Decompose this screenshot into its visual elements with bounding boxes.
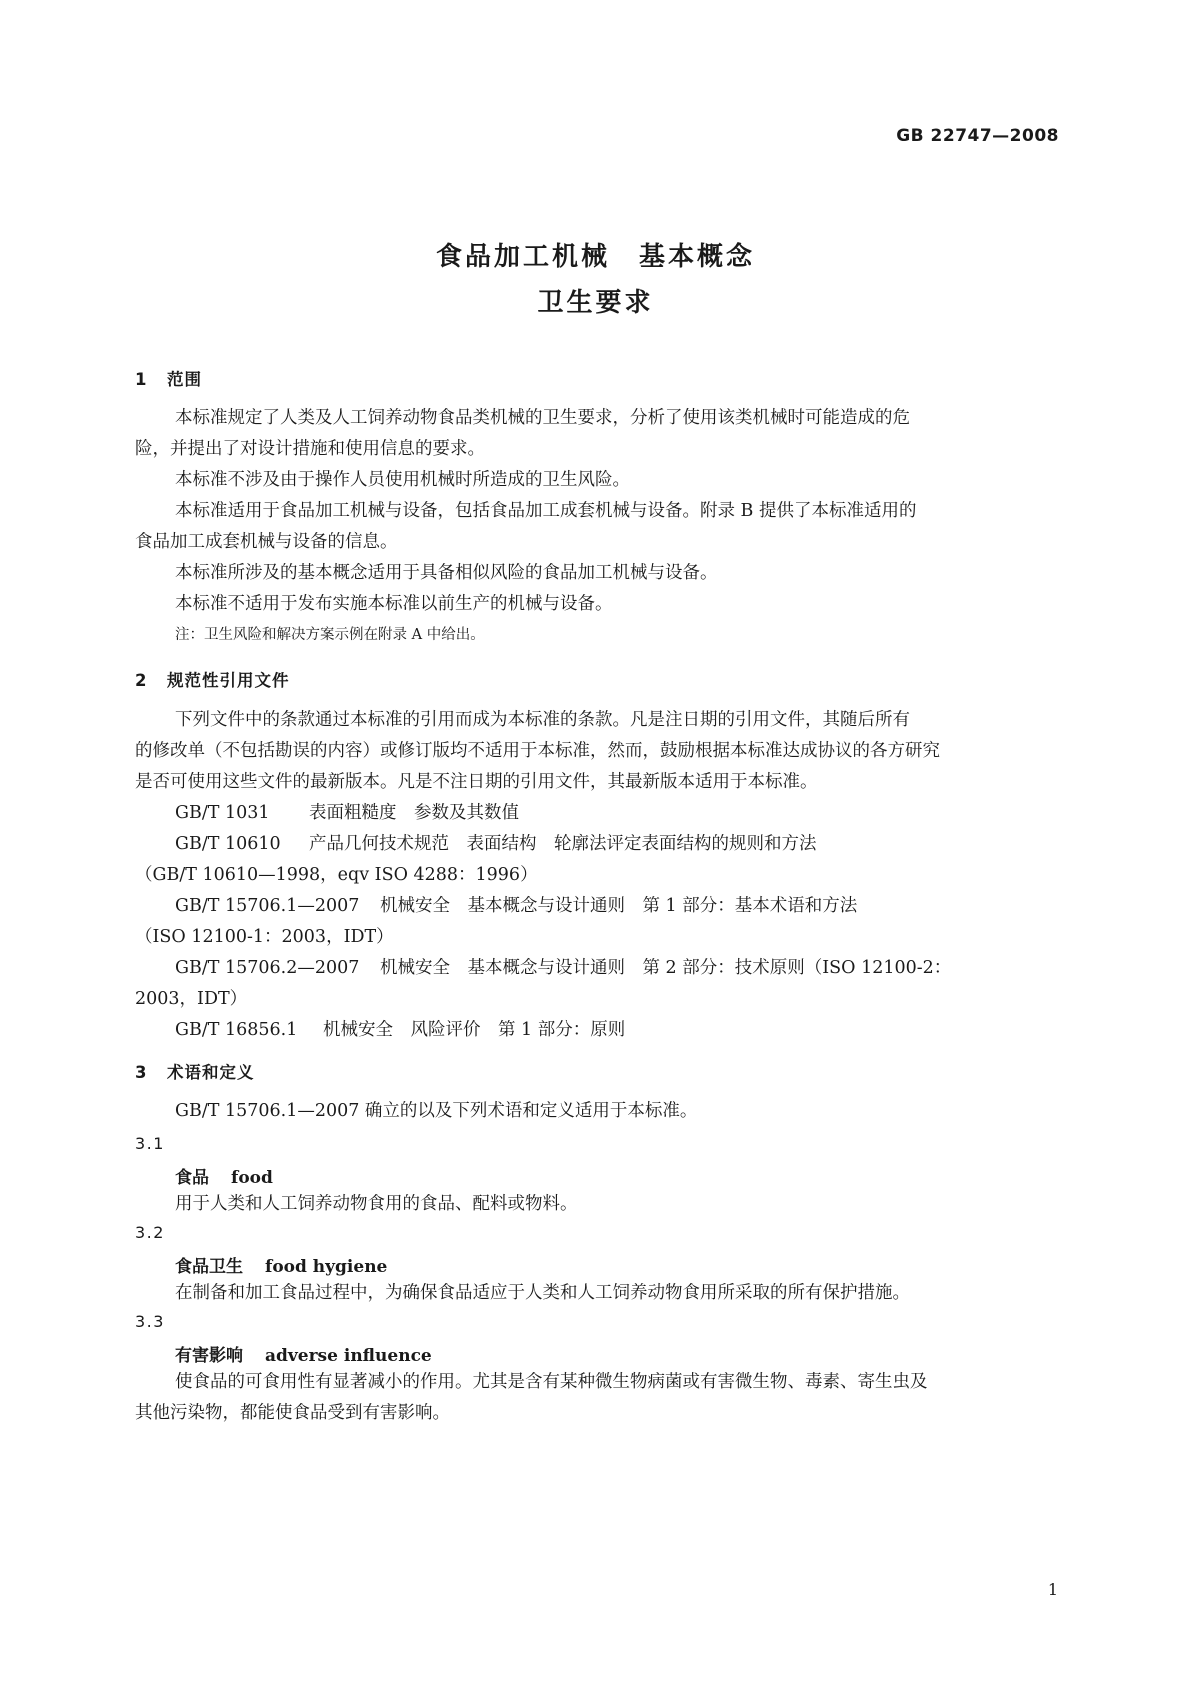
paragraph: 是否可使用这些文件的最新版本。凡是不注日期的引用文件，其最新版本适用于本标准。 bbox=[135, 772, 818, 792]
term-en: food bbox=[231, 1168, 273, 1188]
reference-continuation: 2003，IDT） bbox=[135, 989, 248, 1009]
term-number: 3.3 bbox=[135, 1312, 165, 1331]
section-title: 术语和定义 bbox=[167, 1063, 255, 1082]
term-heading bbox=[175, 1252, 387, 1277]
document-title-line2: 卫生要求 bbox=[537, 288, 654, 318]
term-definition: 使食品的可食用性有显著减小的作用。尤其是含有某种微生物病菌或有害微生物、毒素、寄生虫及 bbox=[175, 1372, 928, 1392]
document-title-line1: 食品加工机械 基本概念 bbox=[435, 242, 755, 272]
reference-continuation: （ISO 12100-1：2003，IDT） bbox=[135, 927, 394, 947]
term-en: food hygiene bbox=[265, 1257, 388, 1277]
term-en: adverse influence bbox=[265, 1346, 432, 1366]
section-1-heading bbox=[135, 366, 202, 390]
reference-code: GB/T 10610 bbox=[175, 834, 281, 854]
section-number: 3 bbox=[135, 1063, 148, 1082]
reference-title: 机械安全 风险评价 第 1 部分：原则 bbox=[323, 1020, 626, 1040]
reference-code: GB/T 15706.2—2007 bbox=[175, 958, 360, 978]
standard-code: GB 22747—2008 bbox=[896, 126, 1059, 146]
paragraph: 食品加工成套机械与设备的信息。 bbox=[135, 532, 398, 552]
section-3-heading bbox=[135, 1059, 255, 1083]
reference-title: 机械安全 基本概念与设计通则 第 1 部分：基本术语和方法 bbox=[380, 896, 858, 916]
section-title: 范围 bbox=[167, 370, 202, 389]
reference-item bbox=[175, 891, 857, 922]
section-number: 2 bbox=[135, 671, 148, 690]
paragraph: 险，并提出了对设计措施和使用信息的要求。 bbox=[135, 439, 485, 459]
term-zh: 食品 bbox=[175, 1168, 209, 1188]
reference-item bbox=[175, 953, 951, 984]
paragraph: 本标准规定了人类及人工饲养动物食品类机械的卫生要求，分析了使用该类机械时可能造成的危 bbox=[175, 408, 910, 428]
term-definition: 在制备和加工食品过程中，为确保食品适应于人类和人工饲养动物食用所采取的所有保护措施。 bbox=[175, 1283, 910, 1303]
page-number: 1 bbox=[1047, 1580, 1058, 1599]
paragraph: GB/T 15706.1—2007 确立的以及下列术语和定义适用于本标准。 bbox=[175, 1101, 698, 1121]
term-zh: 食品卫生 bbox=[175, 1257, 243, 1277]
term-definition-continuation: 其他污染物，都能使食品受到有害影响。 bbox=[135, 1403, 450, 1423]
reference-title: 机械安全 基本概念与设计通则 第 2 部分：技术原则（ISO 12100-2： bbox=[380, 958, 952, 978]
section-2-heading bbox=[135, 667, 290, 691]
reference-code: GB/T 15706.1—2007 bbox=[175, 896, 360, 916]
section-number: 1 bbox=[135, 370, 148, 389]
term-number: 3.2 bbox=[135, 1223, 165, 1242]
term-definition: 用于人类和人工饲养动物食用的食品、配料或物料。 bbox=[175, 1194, 578, 1214]
reference-item bbox=[175, 798, 519, 829]
section-title: 规范性引用文件 bbox=[167, 671, 290, 690]
paragraph: 本标准适用于食品加工机械与设备，包括食品加工成套机械与设备。附录 B 提供了本标准适用的 bbox=[175, 501, 917, 521]
term-heading bbox=[175, 1341, 432, 1366]
paragraph: 下列文件中的条款通过本标准的引用而成为本标准的条款。凡是注日期的引用文件，其随后所有 bbox=[175, 710, 910, 730]
reference-title: 产品几何技术规范 表面结构 轮廓法评定表面结构的规则和方法 bbox=[309, 834, 817, 854]
paragraph: 本标准不适用于发布实施本标准以前生产的机械与设备。 bbox=[175, 594, 613, 614]
term-heading bbox=[175, 1163, 273, 1188]
note: 注：卫生风险和解决方案示例在附录 A 中给出。 bbox=[175, 627, 485, 643]
term-zh: 有害影响 bbox=[175, 1346, 243, 1366]
paragraph: 本标准所涉及的基本概念适用于具备相似风险的食品加工机械与设备。 bbox=[175, 563, 718, 583]
reference-item bbox=[175, 829, 817, 860]
reference-code: GB/T 16856.1 bbox=[175, 1020, 298, 1040]
reference-title: 表面粗糙度 参数及其数值 bbox=[309, 803, 519, 823]
reference-item bbox=[175, 1015, 625, 1046]
term-number: 3.1 bbox=[135, 1134, 165, 1153]
paragraph: 的修改单（不包括勘误的内容）或修订版均不适用于本标准，然而，鼓励根据本标准达成协议的各方研究 bbox=[135, 741, 940, 761]
reference-code: GB/T 1031 bbox=[175, 803, 270, 823]
paragraph: 本标准不涉及由于操作人员使用机械时所造成的卫生风险。 bbox=[175, 470, 630, 490]
reference-continuation: （GB/T 10610—1998，eqv ISO 4288：1996） bbox=[135, 865, 538, 885]
